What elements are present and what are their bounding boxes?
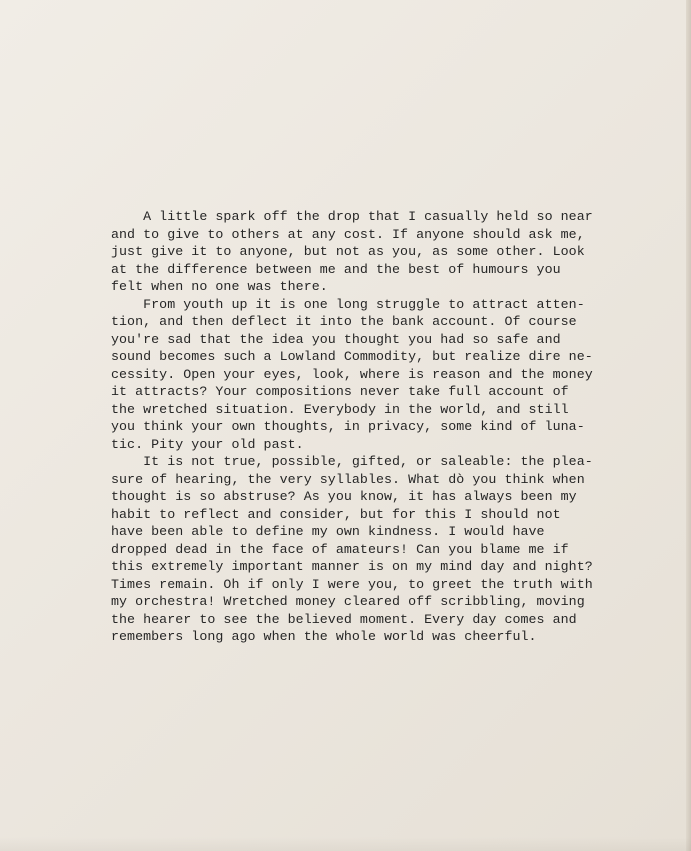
text-line: tion, and then deflect it into the bank account. Of course [111, 314, 577, 329]
text-line: you think your own thoughts, in privacy, some kind of luna- [111, 419, 585, 434]
page-shadow [0, 837, 691, 851]
page-edge [686, 0, 691, 851]
text-line: cessity. Open your eyes, look, where is reason and the money [111, 366, 593, 382]
text-line: sure of hearing, the very syllables. What dò you think when [111, 471, 585, 487]
text-line: this extremely important manner is on my mind day and night? [111, 559, 593, 574]
text-line: the wretched situation. Everybody in the world, and still [111, 401, 569, 417]
text-line: sound becomes such a Lowland Commodity, but realize dire ne- [111, 349, 593, 364]
text-line: and to give to others at any cost. If anyone should ask me, [111, 226, 585, 242]
text-line: the hearer to see the believed moment. Every day comes and [111, 611, 577, 627]
text-line: dropped dead in the face of amateurs! Can you blame me if [111, 541, 569, 557]
text-line: habit to reflect and consider, but for this I should not [111, 506, 561, 522]
text-line: From youth up it is one long struggle to attract atten- [111, 296, 585, 312]
text-line: thought is so abstruse? As you know, it has always been my [111, 489, 577, 504]
text-line: A little spark off the drop that I casually held so near [111, 209, 593, 224]
text-line: remembers long ago when the whole world was cheerful. [111, 629, 537, 644]
text-line: It is not true, possible, gifted, or saleable: the plea- [111, 454, 593, 469]
text-line: Times remain. Oh if only I were you, to greet the truth with [111, 576, 593, 592]
text-line: you're sad that the idea you thought you had so safe and [111, 331, 561, 347]
typewritten-text [111, 208, 591, 646]
text-line: at the difference between me and the best of humours you [111, 261, 561, 277]
text-line: have been able to define my own kindness. I would have [111, 524, 545, 539]
text-line: just give it to anyone, but not as you, as some other. Look [111, 244, 585, 259]
text-line: felt when no one was there. [111, 279, 328, 294]
text-line: it attracts? Your compositions never take full account of [111, 384, 569, 399]
text-line: my orchestra! Wretched money cleared off scribbling, moving [111, 594, 585, 609]
text-line: tic. Pity your old past. [111, 436, 304, 452]
